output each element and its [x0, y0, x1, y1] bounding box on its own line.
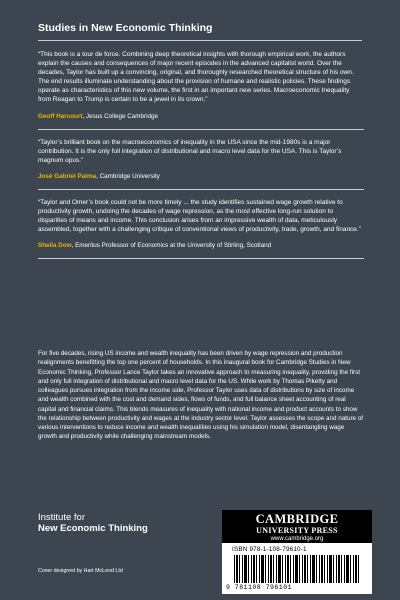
quote-divider — [38, 189, 364, 190]
institute-line-1: Institute for — [38, 512, 85, 523]
quote-attribution — [38, 241, 364, 250]
publisher-name: CAMBRIDGE — [255, 512, 339, 526]
endorsements — [38, 50, 364, 267]
quote-divider — [38, 129, 364, 130]
top-divider — [38, 40, 362, 41]
series-title: Studies in New Economic Thinking — [38, 22, 213, 34]
endorser-affiliation: , Cambridge University — [96, 172, 160, 180]
endorser-affiliation: , Jesus College Cambridge — [82, 112, 159, 120]
quote-attribution — [38, 172, 364, 181]
barcode-icon — [234, 555, 360, 583]
publisher-url: www.cambridge.org — [270, 536, 324, 542]
quote-text: “Taylor and Omer’s book could not be more timely ... the study identifies sustained wage growth relative to productivity growth, undoing the decades of wage repression, as the most effective long-run solution to disparities of means and income. This conclusion arises from an impressive wealth of data, meticulously assembled, together with a challenging critique of conventional views of productivity, trade, growth, and finance.” — [38, 198, 361, 234]
quote-text: “This book is a tour de force. Combining deep theoretical insights with thorough empirical work, the authors explain the causes and consequences of major recent episodes in the advanced capitalist world. Over the decades, Taylor has built up a convincing, original, and thoroughly researched theoretical structure of his own. The end results illuminate understanding about the provision of humane and realistic policies. These findings operate as characteristics of this new volume, the first in an important new series. Macroeconomic Inequality from Reagan to Trump is certain to be a jewel in its crown.” — [38, 51, 354, 104]
endorser-name: Sheila Dow — [38, 242, 72, 250]
endorser-name: Geoff Harcourt — [38, 112, 83, 120]
quote-text: “Taylor’s brilliant book on the macroeconomics of inequality in the USA since the mid-1980s is a major contribution. It is the only full integration of distributional and macro level data for the USA. This is Taylor’s magnum opus.” — [38, 138, 342, 164]
institute-line-2: New Economic Thinking — [38, 523, 148, 534]
publisher-block — [222, 510, 372, 594]
barcode-digits: 9 781108 796101 — [226, 584, 293, 591]
isbn-label: ISBN 978-1-108-79610-1 — [232, 546, 307, 553]
publisher-press: UNIVERSITY PRESS — [256, 526, 338, 535]
institute-logo — [38, 512, 148, 534]
cover-credit: Cover designed by Hart McLeod Ltd — [38, 568, 123, 574]
quote-attribution — [38, 112, 364, 121]
publisher-logo — [222, 510, 372, 543]
quote-divider — [38, 258, 364, 259]
endorser-affiliation: , Emeritus Professor of Economics at the University of Stirling, Scotland — [71, 242, 272, 250]
endorser-name: José Gabriel Palma — [38, 172, 97, 180]
book-description: For five decades, rising US income and wealth inequality has been driven by wage repression and production realignments benefitting the top one percent of households. In this inaugural book for Cambridge Studies in New Economic Thinking, Professor Lance Taylor takes an innovative approach to measuring inequality, providing the first and only full integration of distributional and macro level data for the US. While work by Thomas Piketty and colleagues pursues integration from the income side, Professor Taylor uses data of distributions by size of income and wealth combined with the cost and demand sides, flows of funds, and full balance sheet accounting of real capital and financial claims. This blends measures of inequality with national income and product accounts to show the relationship between productivity and wages at the industry sector level. Taylor assesses the scope and nature of various interventions to reduce income and wealth inequalities using his simulation model, disentangling wage growth and productivity while challenging mainstream models. — [38, 350, 364, 441]
